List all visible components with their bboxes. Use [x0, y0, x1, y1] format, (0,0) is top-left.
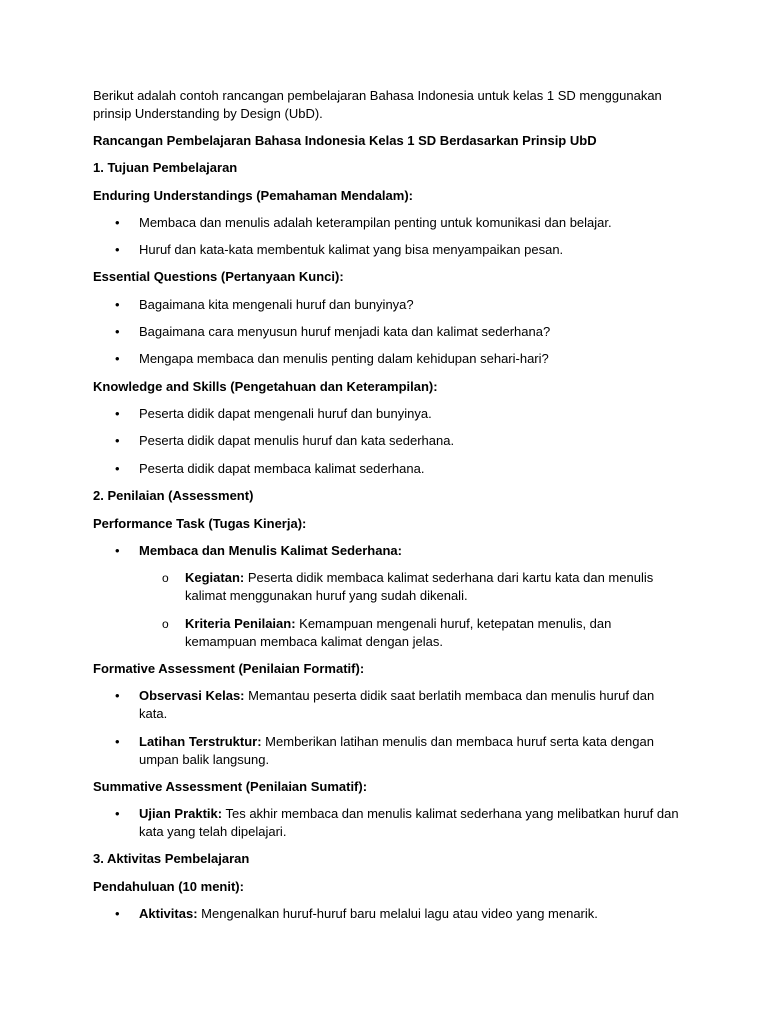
list-item-continuation: kata. — [139, 706, 168, 721]
document-title: Rancangan Pembelajaran Bahasa Indonesia Kelas 1 SD Berdasarkan Prinsip UbD — [93, 133, 597, 148]
item-text: Memantau peserta didik saat berlatih membaca dan menulis huruf dan — [244, 688, 655, 703]
intro-line-2: prinsip Understanding by Design (UbD). — [93, 106, 323, 121]
item-text: Tes akhir membaca dan menulis kalimat sederhana yang melibatkan huruf dan — [222, 806, 679, 821]
bullet-icon: • — [115, 806, 120, 821]
list-item: Huruf dan kata-kata membentuk kalimat yang bisa menyampaikan pesan. — [139, 242, 564, 257]
list-item: Bagaimana cara menyusun huruf menjadi kata dan kalimat sederhana? — [139, 324, 551, 339]
bullet-icon: • — [115, 297, 120, 312]
list-item — [139, 805, 679, 823]
bullet-icon: • — [115, 215, 120, 230]
section-1-heading: 1. Tujuan Pembelajaran — [93, 160, 238, 175]
bullet-icon: • — [115, 351, 120, 366]
list-item — [139, 733, 654, 751]
performance-task-heading: Performance Task (Tugas Kinerja): — [93, 516, 307, 531]
bullet-icon: • — [115, 324, 120, 339]
bullet-icon: • — [115, 461, 120, 476]
list-item — [139, 687, 654, 705]
section-2-heading: 2. Penilaian (Assessment) — [93, 488, 254, 503]
bullet-icon: • — [115, 734, 120, 749]
intro-line-1: Berikut adalah contoh rancangan pembelajaran Bahasa Indonesia untuk kelas 1 SD menggunakan — [93, 88, 662, 103]
bullet-icon: • — [115, 906, 120, 921]
bullet-icon: • — [115, 433, 120, 448]
list-item — [139, 905, 598, 923]
list-item: Peserta didik dapat menulis huruf dan kata sederhana. — [139, 433, 455, 448]
sub-list-item — [185, 615, 611, 633]
sub-list-item-continuation: kalimat menggunakan huruf yang sudah dikenali. — [185, 588, 468, 603]
item-text: Peserta didik membaca kalimat sederhana dari kartu kata dan menulis — [244, 570, 654, 585]
bullet-icon: • — [115, 406, 120, 421]
formative-assessment-heading: Formative Assessment (Penilaian Formatif): — [93, 661, 365, 676]
sub-list-item-continuation: kemampuan membaca kalimat dengan jelas. — [185, 634, 443, 649]
sub-bullet-icon: o — [162, 571, 169, 585]
item-text: Mengenalkan huruf-huruf baru melalui lagu atau video yang menarik. — [197, 906, 598, 921]
sub-bullet-icon: o — [162, 617, 169, 631]
item-label: Latihan Terstruktur: — [139, 734, 262, 749]
list-item-continuation: kata yang telah dipelajari. — [139, 824, 287, 839]
enduring-understandings-heading: Enduring Understandings (Pemahaman Mendalam): — [93, 188, 413, 203]
sub-list-item — [185, 569, 653, 587]
item-label: Kriteria Penilaian: — [185, 616, 296, 631]
bullet-icon: • — [115, 242, 120, 257]
list-item: Membaca dan menulis adalah keterampilan penting untuk komunikasi dan belajar. — [139, 215, 612, 230]
essential-questions-heading: Essential Questions (Pertanyaan Kunci): — [93, 269, 344, 284]
bullet-icon: • — [115, 543, 120, 558]
list-item: Peserta didik dapat membaca kalimat sederhana. — [139, 461, 425, 476]
item-label: Aktivitas: — [139, 906, 198, 921]
knowledge-skills-heading: Knowledge and Skills (Pengetahuan dan Keterampilan): — [93, 379, 438, 394]
item-text: Memberikan latihan menulis dan membaca huruf serta kata dengan — [261, 734, 654, 749]
list-item-continuation: umpan balik langsung. — [139, 752, 270, 767]
item-label: Kegiatan: — [185, 570, 245, 585]
list-item: Mengapa membaca dan menulis penting dalam kehidupan sehari-hari? — [139, 351, 549, 366]
list-item: Peserta didik dapat mengenali huruf dan bunyinya. — [139, 406, 432, 421]
section-3-heading: 3. Aktivitas Pembelajaran — [93, 851, 250, 866]
item-label: Ujian Praktik: — [139, 806, 223, 821]
list-item: Bagaimana kita mengenali huruf dan bunyinya? — [139, 297, 414, 312]
summative-assessment-heading: Summative Assessment (Penilaian Sumatif): — [93, 779, 368, 794]
item-label: Observasi Kelas: — [139, 688, 245, 703]
item-text: Kemampuan mengenali huruf, ketepatan menulis, dan — [295, 616, 612, 631]
pendahuluan-heading: Pendahuluan (10 menit): — [93, 879, 244, 894]
list-item: Membaca dan Menulis Kalimat Sederhana: — [139, 543, 402, 558]
bullet-icon: • — [115, 688, 120, 703]
